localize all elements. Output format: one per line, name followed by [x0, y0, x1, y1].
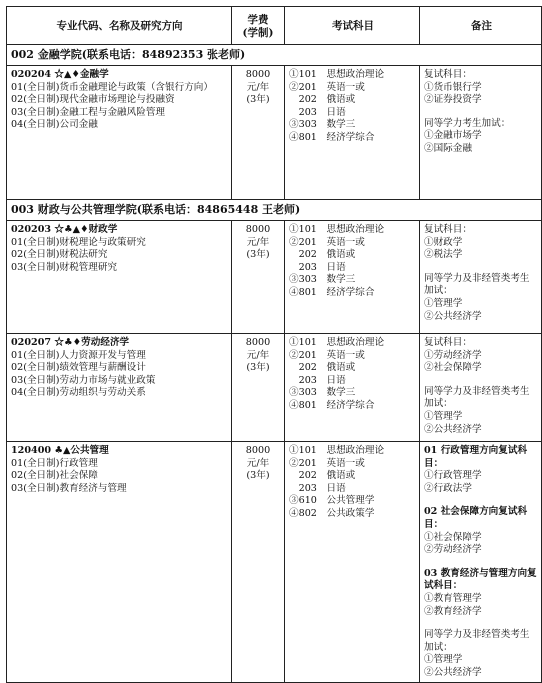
research-direction: 01(全日制)人力资源开发与管理: [11, 349, 146, 361]
notes-line: ①劳动经济学: [424, 349, 482, 361]
exam-subject: 203 日语: [289, 374, 346, 386]
notes-line: ①财政学: [424, 236, 463, 248]
exam-cell: [285, 221, 420, 334]
major-code-name: 020203 ☆♣▲♦财政学: [11, 224, 118, 235]
notes-heading: 03 教育经济与管理方向复试科目：: [424, 567, 537, 592]
research-direction: 02(全日制)现代金融市场理论与投融资: [11, 94, 175, 106]
major-cell: [7, 334, 232, 442]
exam-subject: 203 日语: [289, 106, 346, 118]
exam-subject: ①101 思想政治理论: [289, 337, 385, 348]
exam-subject: ②201 英语一或: [289, 236, 365, 248]
exam-subject: ③303 数学三: [289, 387, 356, 399]
notes-line: ②劳动经济学: [424, 544, 482, 556]
notes-heading: 01 行政管理方向复试科目：: [424, 445, 528, 469]
notes-spacer: [424, 495, 539, 506]
header-tuition-line2: (学制): [242, 27, 274, 39]
exam-subject: ②201 英语一或: [289, 349, 365, 361]
tuition-cell: [232, 221, 285, 334]
research-direction: 01(全日制)货币金融理论与政策（含银行方向）: [11, 81, 213, 93]
research-direction: 02(全日制)绩效管理与薪酬设计: [11, 362, 146, 374]
notes-line: ②证券投资学: [424, 94, 482, 106]
exam-subject: ③303 数学三: [289, 119, 356, 131]
major-cell: [7, 221, 232, 334]
college-row: [7, 200, 542, 221]
exam-subject: ④801 经济学综合: [289, 399, 375, 411]
exam-subject: 202 俄语或: [289, 94, 356, 106]
exam-subject: ②201 英语一或: [289, 81, 365, 93]
notes-line: ①金融市场学: [424, 130, 482, 142]
major-row: [7, 221, 542, 334]
notes-line: ①社会保障学: [424, 531, 482, 543]
major-row: [7, 334, 542, 442]
table-body: [7, 45, 542, 683]
notes-cell: [420, 442, 542, 683]
major-code-name: 120400 ♣▲公共管理: [11, 445, 109, 456]
notes-spacer: [424, 262, 539, 273]
tuition-line: 8000: [245, 69, 271, 80]
header-major: 专业代码、名称及研究方向: [7, 7, 232, 45]
notes-spacer: [424, 618, 539, 629]
notes-cell: [420, 221, 542, 334]
header-row: [7, 7, 542, 45]
tuition-line: 元/年: [246, 81, 270, 93]
tuition-line: (3年): [246, 470, 270, 482]
notes-spacer: [424, 557, 539, 568]
notes-line: 复试科目：: [424, 224, 472, 235]
tuition-cell: [232, 334, 285, 442]
research-direction: 03(全日制)教育经济与管理: [11, 482, 127, 494]
notes-line: 复试科目：: [424, 337, 472, 348]
research-direction: 03(全日制)金融工程与金融风险管理: [11, 106, 166, 118]
major-code-name: 020207 ☆♣♦劳动经济学: [11, 337, 130, 348]
research-direction: 04(全日制)公司金融: [11, 119, 98, 131]
tuition-line: 元/年: [246, 457, 270, 469]
exam-subject: 203 日语: [289, 261, 346, 273]
tuition-line: (3年): [246, 94, 270, 106]
notes-heading: 02 社会保障方向复试科目：: [424, 506, 528, 530]
tuition-cell: [232, 442, 285, 683]
notes-line: ①货币银行学: [424, 81, 482, 93]
notes-line: ②税法学: [424, 249, 463, 261]
exam-subject: ①101 思想政治理论: [289, 224, 385, 235]
tuition-line: (3年): [246, 249, 270, 261]
exam-subject: ②201 英语一或: [289, 457, 365, 469]
header-tuition-line1: 学费: [247, 14, 269, 26]
notes-line: ①教育管理学: [424, 592, 482, 604]
exam-subject: 202 俄语或: [289, 470, 356, 482]
tuition-line: 8000: [245, 224, 271, 235]
notes-line: 同等学力及非经管类考生加试：: [424, 272, 530, 297]
major-row: [7, 66, 542, 200]
notes-cell: [420, 334, 542, 442]
notes-line: ②公共经济学: [424, 423, 482, 435]
exam-subject: ①101 思想政治理论: [289, 69, 385, 80]
exam-cell: [285, 66, 420, 200]
header-exams: 考试科目: [285, 7, 420, 45]
research-direction: 03(全日制)劳动力市场与就业政策: [11, 374, 156, 386]
notes-line: ①管理学: [424, 654, 463, 666]
notes-line: 同等学力及非经管类考生加试：: [424, 629, 530, 653]
exam-subject: ④801 经济学综合: [289, 131, 375, 143]
major-cell: [7, 442, 232, 683]
notes-line: ②公共经济学: [424, 310, 482, 322]
exam-subject: ④801 经济学综合: [289, 286, 375, 298]
research-direction: 02(全日制)财税法研究: [11, 249, 108, 261]
header-tuition: [232, 7, 285, 45]
exam-subject: ③610 公共管理学: [289, 495, 375, 507]
notes-spacer: [424, 375, 539, 386]
exam-subject: 202 俄语或: [289, 362, 356, 374]
notes-line: 复试科目：: [424, 69, 472, 80]
notes-line: ①管理学: [424, 297, 463, 309]
research-direction: 04(全日制)劳动组织与劳动关系: [11, 387, 146, 399]
notes-line: ②社会保障学: [424, 362, 482, 374]
tuition-line: 元/年: [246, 349, 270, 361]
tuition-line: 8000: [245, 337, 271, 348]
notes-line: ②行政法学: [424, 482, 472, 494]
research-direction: 01(全日制)财税理论与政策研究: [11, 236, 146, 248]
notes-line: ①管理学: [424, 410, 463, 422]
notes-line: ②教育经济学: [424, 605, 482, 617]
exam-cell: [285, 442, 420, 683]
header-notes: 备注: [420, 7, 542, 45]
exam-subject: 202 俄语或: [289, 249, 356, 261]
research-direction: 03(全日制)财税管理研究: [11, 261, 118, 273]
exam-subject: ①101 思想政治理论: [289, 445, 385, 456]
notes-line: ②国际金融: [424, 142, 472, 154]
exam-subject: ④802 公共政策学: [289, 507, 375, 519]
research-direction: 02(全日制)社会保障: [11, 470, 98, 482]
college-title: 002 金融学院(联系电话：84892353 张老师): [7, 45, 542, 66]
admissions-table: [6, 6, 542, 683]
tuition-line: (3年): [246, 362, 270, 374]
tuition-line: 8000: [245, 445, 271, 456]
major-code-name: 020204 ☆▲♦金融学: [11, 69, 109, 80]
notes-line: ②公共经济学: [424, 666, 482, 678]
major-cell: [7, 66, 232, 200]
notes-line: ①行政管理学: [424, 470, 482, 482]
notes-spacer: [424, 107, 539, 118]
college-title: 003 财政与公共管理学院(联系电话：84865448 王老师): [7, 200, 542, 221]
notes-cell: [420, 66, 542, 200]
major-row: [7, 442, 542, 683]
tuition-cell: [232, 66, 285, 200]
exam-subject: ③303 数学三: [289, 274, 356, 286]
exam-cell: [285, 334, 420, 442]
exam-subject: 203 日语: [289, 482, 346, 494]
college-row: [7, 45, 542, 66]
notes-line: 同等学力考生加试：: [424, 117, 511, 129]
tuition-line: 元/年: [246, 236, 270, 248]
notes-line: 同等学力及非经管类考生加试：: [424, 385, 530, 410]
research-direction: 01(全日制)行政管理: [11, 457, 98, 469]
